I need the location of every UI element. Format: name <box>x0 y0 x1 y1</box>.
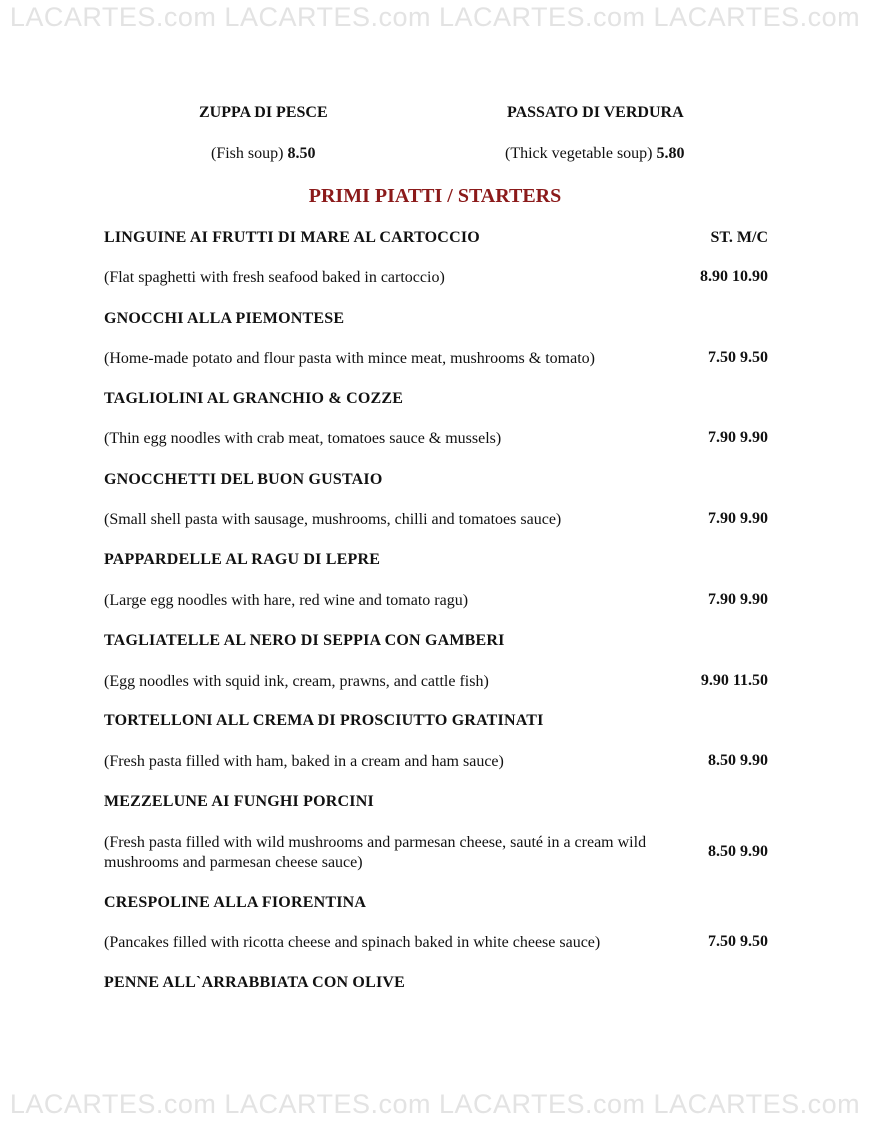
dish-price: 7.50 9.50 <box>708 933 768 950</box>
dish-price: 8.50 9.90 <box>708 843 768 860</box>
soup-desc-text: (Thick vegetable soup) <box>505 145 653 162</box>
dish-description: (Fresh pasta filled with ham, baked in a cream and ham sauce) <box>104 753 504 770</box>
dish-price: 7.50 9.50 <box>708 349 768 366</box>
soup-price: 8.50 <box>287 145 316 162</box>
soup-price: 5.80 <box>656 145 685 162</box>
dish-price: 7.90 9.90 <box>708 429 768 446</box>
dish-name: CRESPOLINE ALLA FIORENTINA <box>104 894 367 911</box>
watermark-top: LACARTES.com LACARTES.com LACARTES.com LACARTES.com <box>9 2 861 32</box>
dish-name: PAPPARDELLE AL RAGU DI LEPRE <box>104 551 381 568</box>
dish-name: TAGLIATELLE AL NERO DI SEPPIA CON GAMBERI <box>104 632 505 649</box>
soup-name-passato: PASSATO DI VERDURA <box>507 104 684 121</box>
soup-name-zuppa: ZUPPA DI PESCE <box>199 104 328 121</box>
dish-description: (Egg noodles with squid ink, cream, prawns, and cattle fish) <box>104 673 489 690</box>
dish-description: (Pancakes filled with ricotta cheese and spinach baked in white cheese sauce) <box>104 934 601 951</box>
soup-desc-text: (Fish soup) <box>211 145 284 162</box>
price-column-header: ST. M/C <box>710 229 768 246</box>
dish-description: (Large egg noodles with hare, red wine and tomato ragu) <box>104 592 469 609</box>
dish-name: TAGLIOLINI AL GRANCHIO & COZZE <box>104 390 404 407</box>
dish-name: GNOCCHI ALLA PIEMONTESE <box>104 310 345 327</box>
soup-desc-zuppa <box>211 145 315 163</box>
dish-description: (Small shell pasta with sausage, mushrooms, chilli and tomatoes sauce) <box>104 511 562 528</box>
dish-description: (Flat spaghetti with fresh seafood baked in cartoccio) <box>104 269 445 286</box>
dish-name: PENNE ALL`ARRABBIATA CON OLIVE <box>104 974 406 991</box>
dish-price: 8.90 10.90 <box>700 268 768 285</box>
dish-name: MEZZELUNE AI FUNGHI PORCINI <box>104 793 374 810</box>
dish-price: 8.50 9.90 <box>708 752 768 769</box>
soup-desc-passato <box>505 145 685 163</box>
dish-name: GNOCCHETTI DEL BUON GUSTAIO <box>104 471 383 488</box>
watermark-bottom: LACARTES.com LACARTES.com LACARTES.com LACARTES.com <box>9 1089 861 1119</box>
dish-price: 7.90 9.90 <box>708 510 768 527</box>
dish-description: (Home-made potato and flour pasta with mince meat, mushrooms & tomato) <box>104 350 595 367</box>
dish-price: 7.90 9.90 <box>708 591 768 608</box>
dish-description: (Thin egg noodles with crab meat, tomatoes sauce & mussels) <box>104 430 502 447</box>
dish-price: 9.90 11.50 <box>700 672 768 689</box>
dish-name: TORTELLONI ALL CREMA DI PROSCIUTTO GRATINATI <box>104 712 544 729</box>
section-title: PRIMI PIATTI / STARTERS <box>308 185 562 207</box>
dish-name: LINGUINE AI FRUTTI DI MARE AL CARTOCCIO <box>104 229 480 246</box>
dish-description: (Fresh pasta filled with wild mushrooms and parmesan cheese, sauté in a cream wild mushrooms and parmesan cheese sauce) <box>104 834 647 871</box>
